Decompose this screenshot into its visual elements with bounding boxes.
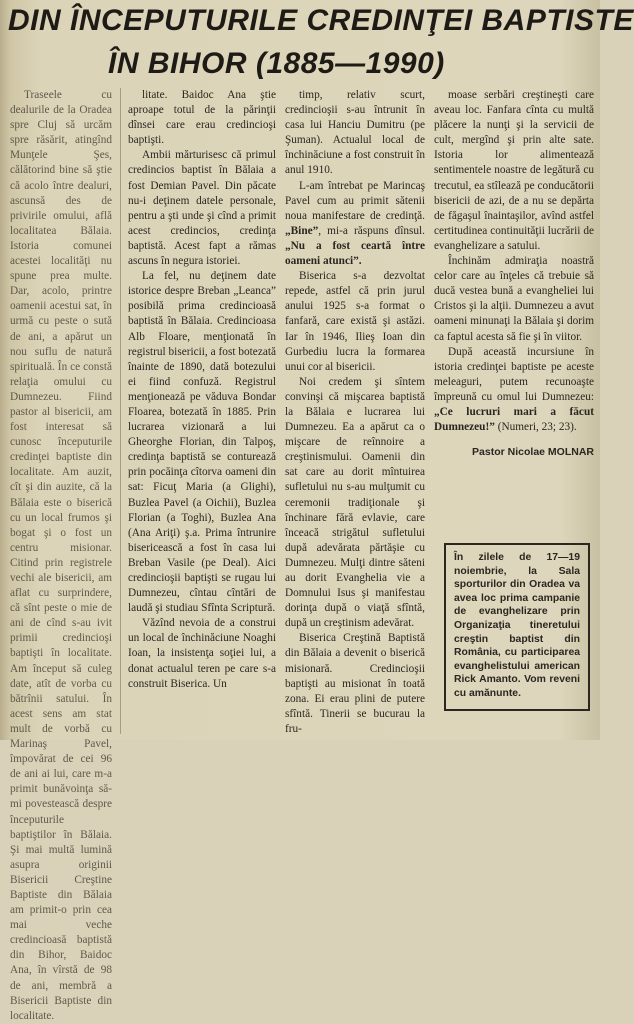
- headline-line-1: DIN ÎNCEPUTURILE CREDINŢEI BAPTISTE: [8, 4, 634, 37]
- column-1-text: Traseele cu dealurile de la Oradea spre Cluj să urcăm spre răsărit, atingînd Munţele Şes, călătorind bine să ştie că acolo între dealuri, ascunsă des de privirile omului, află localitatea Bălaia. Istoria comunei acestei localităţi nu spune prea multe. Dar, acolo, printre oamenii acestui sat, în urmă cu peste o sută de ani, a apărut un nou suflu de natură spirituală. În ce constă relaţia omului cu Dumnezeu. Fiind pastor al bisericii, am fost interesat să cunosc începuturile credinţei baptiste din localitate. Am auzit, cît şi din auzite, că la Bălaia este o biserică cu un local frumos şi bogat şi o fost un centru misionar. Citind prin registrele vechi ale bisericii, am aflat cu surprindere, că sînt peste o mie de ani de cînd s-au ivit primii credincioşi baptişti în localitate. Am început să culeg date, atît de vorba cu bătrînii satului. În acest sens am stat mult de vorbă cu Marinaş Pavel, împovărat de cei 96 de ani ai lui, care m-a primit bunăvoinţa să-mi povestească despre începuturile baptiştilor în Bălaia. Şi mai multă lumină asupra originii Bisericii Creştine Baptiste din Bălaia am primit-o prin cea mai veche credincioasă baptistă din Bihor, Baidoc Ana, în vîrstă de 98 de ani, membră a Bisericii Baptiste din localitate.: [10, 89, 112, 1022]
- author-signature: Pastor Nicolae MOLNAR: [472, 446, 594, 459]
- col4-paragraph-3: [434, 345, 594, 436]
- col2-paragraph-3: La fel, nu deţinem date istorice despre Breban „Leanca” posibilă prima credincioasă baptistă în Bălaia. Credincioasa Alb Floare, menţionată în registrul bisericii, a fost botezată înainte de 1890, dată botezului ei fiind confuză. Registrul menţionează pe văduva Bondar Floarea, botezată în 1885. Prin lucrarea vizionară a lui Gheorghe Florian, din Talpoş, credinţa baptistă se conturează prin pocăinţa cîtorva oameni din sat: Ficuţ Maria (a Glighi), Buzlea Pavel (a Oichii), Buzlea Florian (a Toghi), Buzlea Ana (Ana Ariţi) ş.a. Prima întrunire bisericească a fost în casa lui Breban Vasile (pe Deal). Aici credincioşii baptişti se rugau lui Dumnezeu, cîntau cîntări de laudă şi studiau Sfînta Scriptură.: [128, 270, 276, 615]
- col3-quote-bine: „Bine”: [285, 224, 319, 237]
- col3-paragraph-5: Biserica Creştină Baptistă din Bălaia a devenit o biserică misionară. Credincioşii baptişti au misionat în toată zona. Ei erau plini de putere sfîntă. Tinerii se bucurau la fru-: [285, 632, 425, 735]
- col4-paragraph-1: moase serbări creştineşti care aveau loc. Fanfara cînta cu multă plăcere la nunţi şi la servicii de cult, mergînd şi prin alte sate. Istoria lor alimentează sentimentele noastre de legătură cu trecutul, ea stîlează pe conducătorii bisericii de azi, de a nu se depărta de făgaşul înaintaşilor, avînd astfel certitudinea continuităţii lucrării de evanghelizare a satului.: [434, 89, 594, 252]
- col4-citation: (Numeri, 23; 23).: [494, 421, 577, 434]
- column-1: [10, 88, 112, 1022]
- col2-paragraph-4: Văzînd nevoia de a construi un local de închinăciune Noaghi Ioan, la insistenţa soţiei lui, a donat actualul teren pe care s-a construit Biserica. Un: [128, 617, 276, 690]
- headline-line-2: ÎN BIHOR (1885—1990): [108, 47, 445, 80]
- event-notice-box: În zilele de 17—19 noiembrie, la Sala sporturilor din Oradea va avea loc prima campanie de evanghelizare prin Organizaţia tineretului creştin baptist din România, cu participarea evanghelistului american Rick Amanto. Vom reveni cu amănunte.: [444, 543, 590, 711]
- col3-p2-text-2: , mi-a răspuns dînsul.: [318, 224, 425, 237]
- col4-quote: „Ce lucruri mari a făcut Dumnezeu!”: [434, 405, 594, 434]
- col2-paragraph-2: Ambii mărturisesc că primul credincios baptist în Bălaia a fost Demian Pavel. Din păcate nu-i deţinem datele personale, pentru a şti unde şi cînd a primit acest credincios, credinţa baptistă. Acest fapt a rămas ascuns în negura istoriei.: [128, 149, 276, 268]
- col3-paragraph-4: Noi credem şi sîntem convinşi că mişcarea baptistă la Bălaia e lucrarea lui Dumnezeu. Ea a apărut ca o mişcare de reînnoire a creştinismului. Oamenii din sat care au dorit mîntuirea sufletului nu s-au mulţumit cu ceremonii tradiţionale şi închinare fără evlavie, care înceacă strigătul sufletului după adevărata părtăşie cu Dumnezeu. Mulţi dintre săteni au dorit Evanghelia vie a Domnului Isus şi manifestau dorinţa după o viaţă sfîntă, după un creştinism adevărat.: [285, 375, 425, 630]
- col4-p3-text: După această incursiune în istoria credinţei baptiste pe aceste meleaguri, putem recunoaşte împreună cu omul lui Dumnezeu:: [434, 345, 594, 403]
- col3-p2-text: L-am întrebat pe Marincaş Pavel cum au primit sătenii noua manifestare de credinţă.: [285, 179, 425, 222]
- col3-paragraph-3: Biserica s-a dezvoltat repede, astfel că prin jurul anului 1925 s-a format o fanfară, care există şi astăzi. Iar în 1946, Ilieş Ioan din Gurbediu lucra la formarea unui cor al bisericii.: [285, 270, 425, 373]
- col2-paragraph-1: litate. Baidoc Ana ştie aproape totul de la părinţii dînsei care erau credincioşi baptişti.: [128, 89, 276, 147]
- column-divider: [120, 88, 121, 734]
- col3-paragraph-2: [285, 179, 425, 270]
- col4-paragraph-2: Închinăm admiraţia noastră celor care au înţeles că trebuie să ducă vestea bună a evangheliei lui Cristos şi la alţii. Dumnezeu a avut oameni minunaţi la Bălaia şi dorim ca faptul acesta să fie şi în viitor.: [434, 255, 594, 343]
- article-headline: [8, 4, 634, 88]
- column-2: [128, 88, 276, 734]
- col3-paragraph-1: timp, relativ scurt, credincioşii s-au întrunit în casa lui Hanciu Dumitru (pe Şuman). Actualul local de închinăciune a fost construit în anul 1910.: [285, 89, 425, 177]
- col3-quote-cearta: „Nu a fost ceartă între oameni atunci”.: [285, 239, 425, 268]
- column-3: [285, 88, 425, 734]
